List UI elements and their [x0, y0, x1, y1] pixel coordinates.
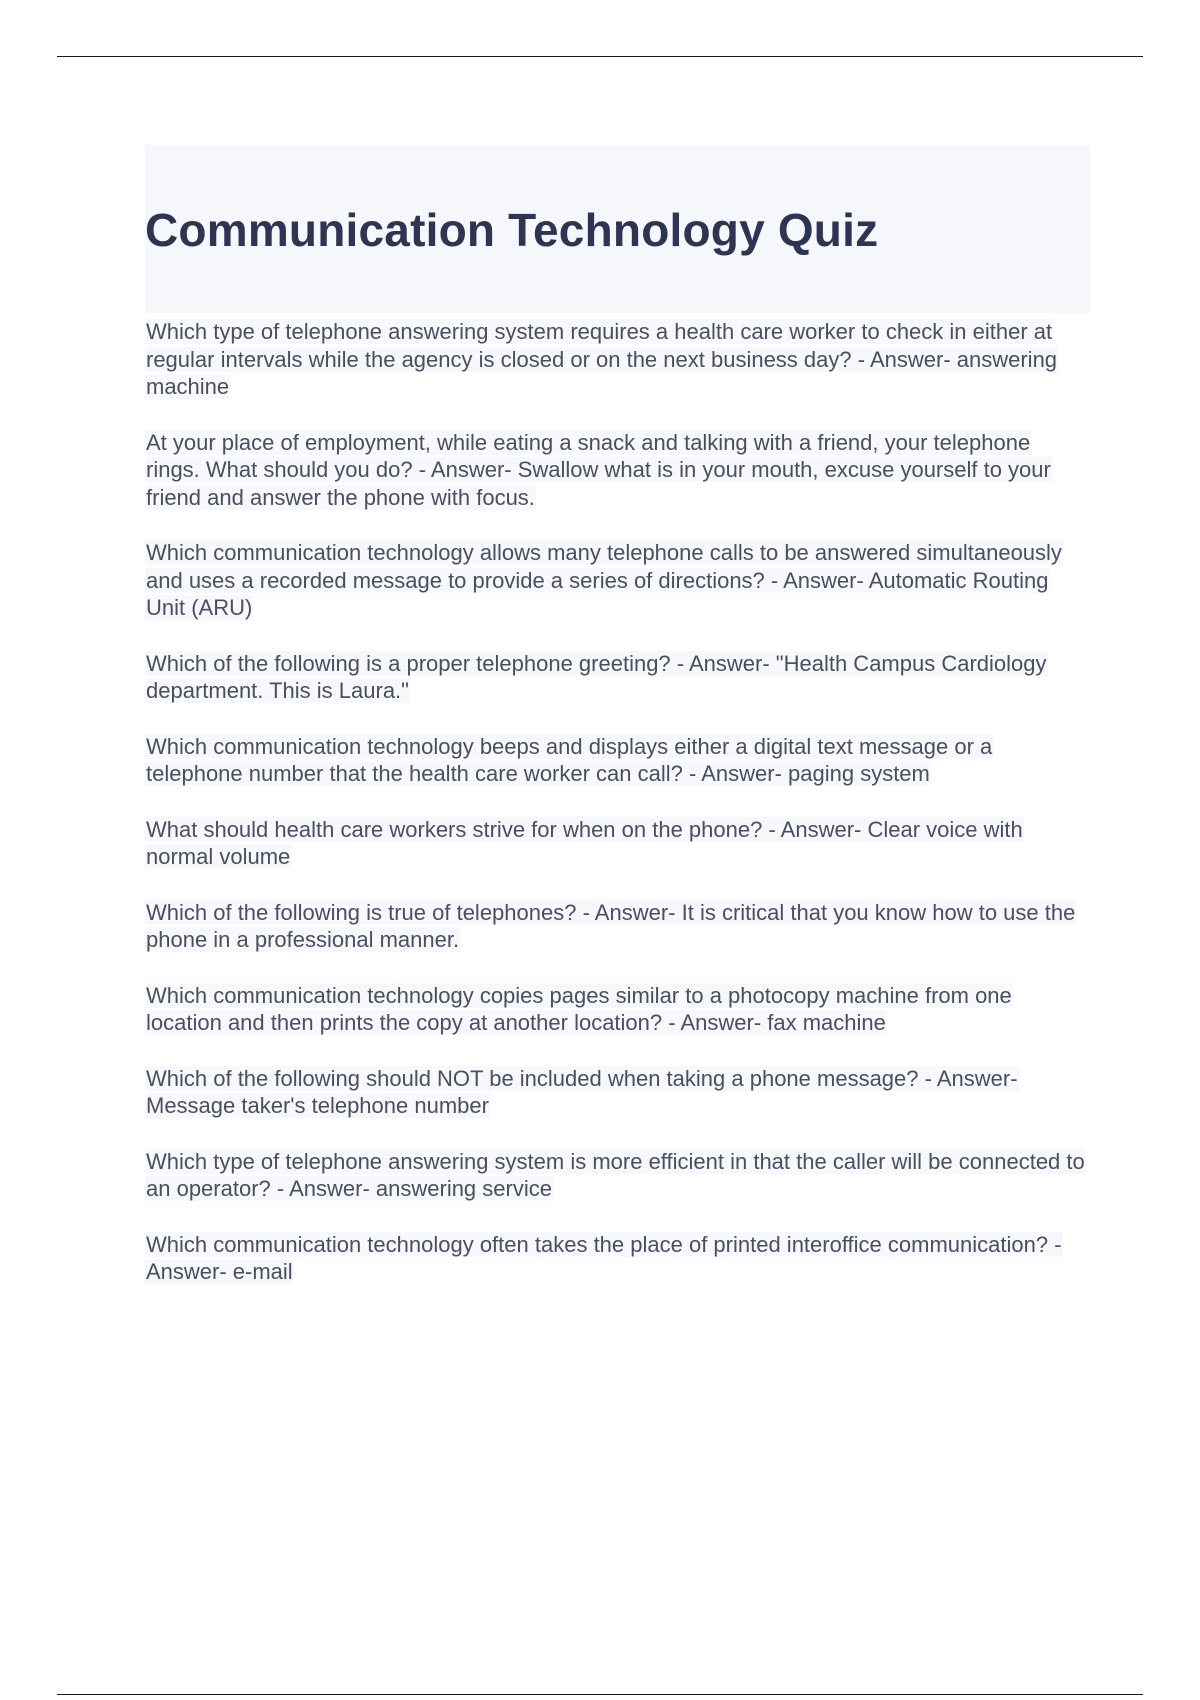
qa-text: Which type of telephone answering system is more efficient in that the caller will be connected to an operator? - Answer- answering service	[146, 1148, 1085, 1201]
qa-item	[145, 816, 1090, 871]
qa-item	[145, 539, 1090, 622]
qa-text: Which communication technology copies pages similar to a photocopy machine from one location and then prints the copy at another location? - Answer- fax machine	[146, 982, 1012, 1035]
qa-item	[145, 650, 1090, 705]
qa-text: Which communication technology beeps and displays either a digital text message or a telephone number that the health care worker can call? - Answer- paging system	[146, 733, 993, 786]
qa-item	[145, 899, 1090, 954]
qa-item	[145, 1148, 1090, 1203]
qa-item	[145, 318, 1090, 401]
qa-text: Which type of telephone answering system requires a health care worker to check in either at regular intervals while the agency is closed or on the next business day? - Answer- answering machine	[146, 319, 1058, 399]
qa-list	[145, 318, 1090, 1286]
qa-text: Which of the following is a proper telephone greeting? - Answer- "Health Campus Cardiology department. This is Laura."	[146, 650, 1047, 703]
qa-item	[145, 733, 1090, 788]
qa-text: Which of the following should NOT be included when taking a phone message? - Answer- Message taker's telephone number	[146, 1065, 1018, 1118]
qa-item	[145, 982, 1090, 1037]
page-title: Communication Technology Quiz	[145, 204, 879, 256]
bottom-rule	[57, 1694, 1143, 1695]
qa-item	[145, 1065, 1090, 1120]
qa-text: Which of the following is true of telephones? - Answer- It is critical that you know how to use the phone in a professional manner.	[146, 899, 1076, 952]
qa-item	[145, 429, 1090, 512]
qa-text: Which communication technology often takes the place of printed interoffice communication? - Answer- e-mail	[146, 1231, 1062, 1284]
qa-text: At your place of employment, while eating a snack and talking with a friend, your telephone rings. What should you do? - Answer- Swallow what is in your mouth, excuse yourself to your friend and answer the phone with focus.	[146, 429, 1051, 510]
document-body	[145, 145, 1090, 1286]
qa-text: What should health care workers strive for when on the phone? - Answer- Clear voice with normal volume	[146, 816, 1023, 869]
top-rule	[57, 56, 1143, 57]
qa-item	[145, 1231, 1090, 1286]
title-block	[145, 145, 1090, 313]
qa-text: Which communication technology allows many telephone calls to be answered simultaneously and uses a recorded message to provide a series of directions? - Answer- Automatic Routing Unit (ARU)	[146, 540, 1062, 620]
